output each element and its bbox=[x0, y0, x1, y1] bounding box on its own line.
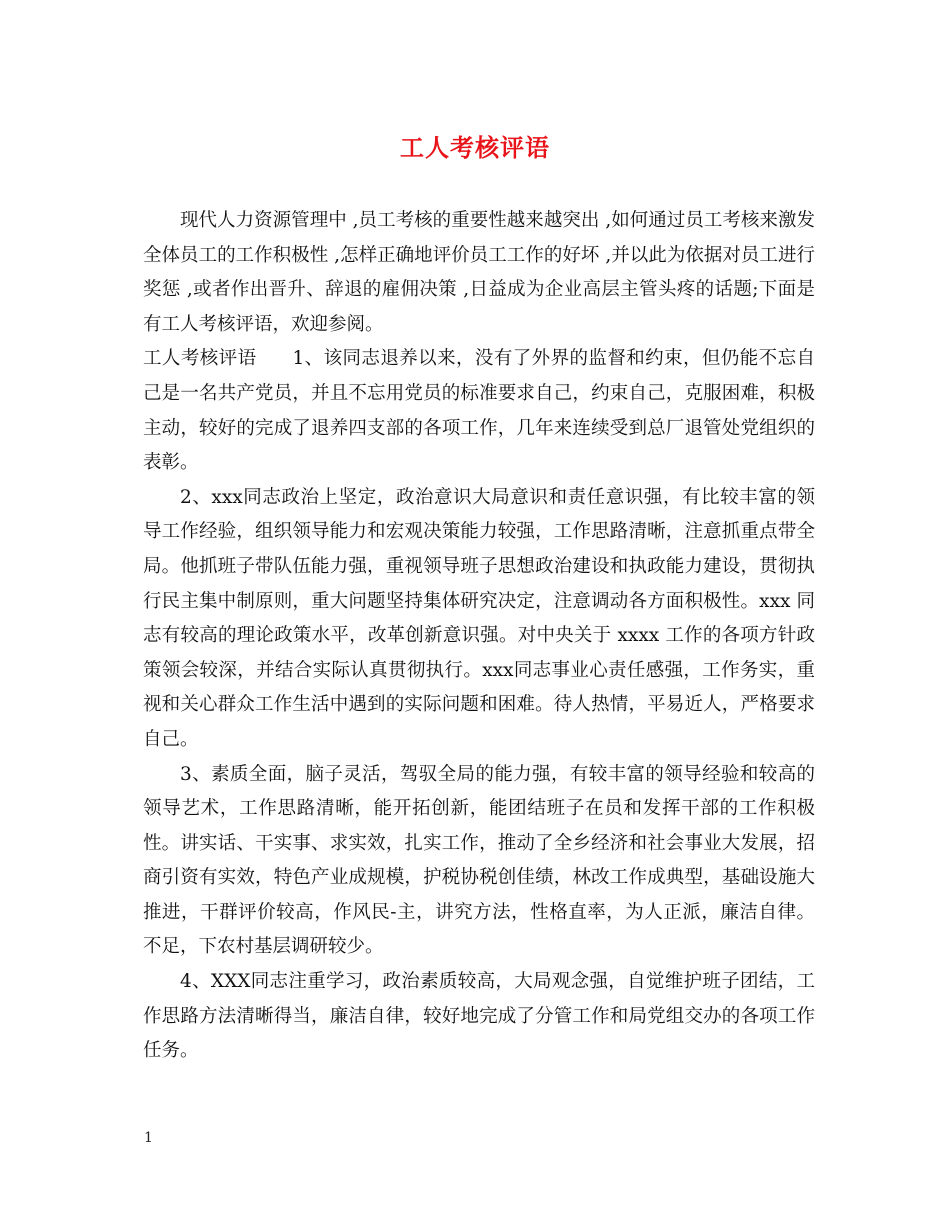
item-2-paragraph: 2、xxx同志政治上坚定，政治意识大局意识和责任意识强，有比较丰富的领导工作经验，组织领导能力和宏观决策能力较强，工作思路清晰，注意抓重点带全局。他抓班子带队伍能力强，重视领导班子思想政治建设和执政能力建设，贯彻执行民主集中制原则，重大问题坚持集体研究决定，注意调动各方面积极性。xxx 同志有较高的理论政策水平，改革创新意识强。对中央关于 xxxx 工作的各项方针政策领会较深，并结合实际认真贯彻执行。xxx同志事业心责任感强，工作务实，重视和关心群众工作生活中遇到的实际问题和困难。待人热情，平易近人，严格要求自己。 bbox=[143, 486, 815, 750]
page-number: 1 bbox=[144, 1130, 153, 1146]
item-3-paragraph: 3、素质全面，脑子灵活，驾驭全局的能力强，有较丰富的领导经验和较高的领导艺术，工作思路清晰，能开拓创新，能团结班子在员和发挥干部的工作积极性。讲实话、干实事、求实效，扎实工作，推动了全乡经济和社会事业大发展，招商引资有实效，特色产业成规模，护税协税创佳绩，林改工作成典型，基础设施大推进，干群评价较高，作风民-主，讲究方法，性格直率，为人正派，廉洁自律。不足，下农村基层调研较少。 bbox=[143, 763, 815, 958]
item-1-paragraph bbox=[143, 342, 815, 480]
document-body bbox=[143, 204, 815, 1069]
intro-paragraph: 现代人力资源管理中 ,员工考核的重要性越来越突出 ,如何通过员工考核来激发全体员工的工作积极性 ,怎样正确地评价员工工作的好坏 ,并以此为依据对员工进行奖惩 ,或者作出晋升、辞退的雇佣决策 ,日益成为企业高层主管头疼的话题;下面是有工人考核评语，欢迎参阅。 bbox=[143, 210, 815, 335]
item-4-paragraph: 4、XXX同志注重学习，政治素质较高，大局观念强，自觉维护班子团结，工作思路方法清晰得当，廉洁自律，较好地完成了分管工作和局党组交办的各项工作任务。 bbox=[143, 971, 815, 1062]
document-title: 工人考核评语 bbox=[400, 133, 550, 162]
section-heading: 工人考核评语 bbox=[143, 348, 257, 370]
item-1-text: 1、该同志退养以来，没有了外界的监督和约束，但仍能不忘自己是一名共产党员，并且不忘用党员的标准要求自己，约束自己，克服困难，积极主动，较好的完成了退养四支部的各项工作，几年来连续受到总厂退管处党组织的表彰。 bbox=[143, 348, 815, 474]
